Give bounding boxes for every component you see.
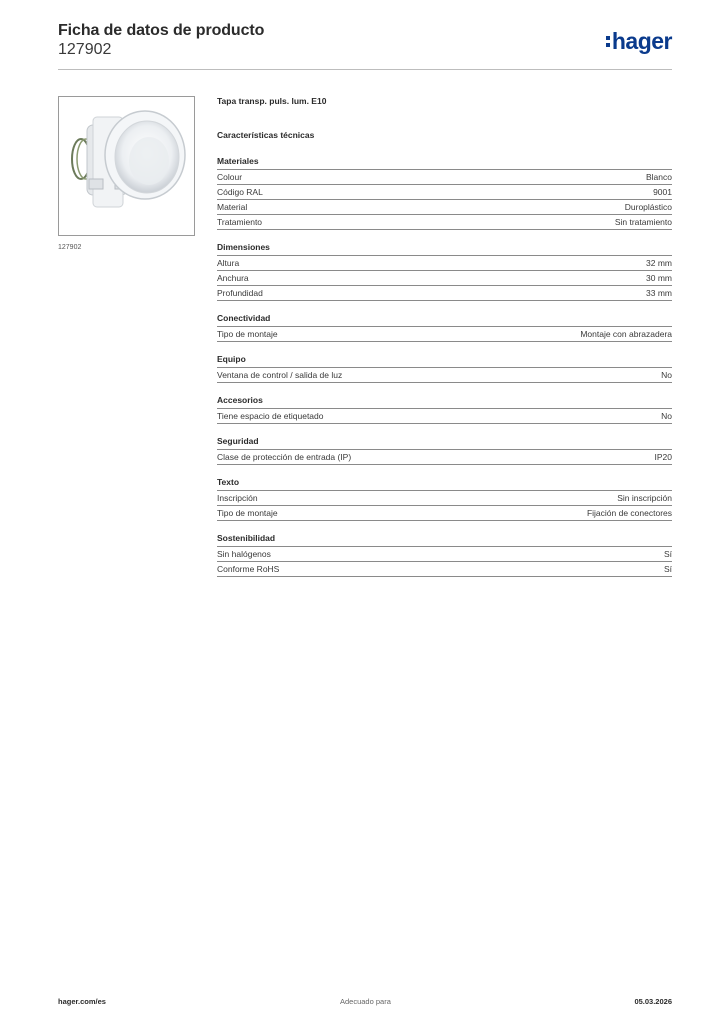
spec-row: [217, 200, 672, 215]
logo-dots-icon: [606, 36, 610, 47]
logo-text: hager: [611, 28, 672, 54]
technical-characteristics-heading: Características técnicas: [217, 130, 315, 140]
spec-value: Sin tratamiento: [614, 217, 672, 227]
document-title: Ficha de datos de producto: [58, 22, 265, 39]
spec-row: [217, 170, 672, 185]
spec-row: [217, 409, 672, 424]
spec-label: Anchura: [217, 273, 249, 283]
section-title: Texto: [217, 477, 672, 491]
footer-date: 05.03.2026: [634, 997, 672, 1006]
spec-label: Conforme RoHS: [217, 564, 280, 574]
spec-value: No: [661, 411, 672, 421]
product-name: Tapa transp. puls. lum. E10: [217, 96, 327, 106]
spec-label: Tipo de montaje: [217, 508, 278, 518]
section-title: Conectividad: [217, 313, 672, 327]
spec-row: [217, 562, 672, 577]
push-button-cover-image: [59, 97, 194, 235]
section-title: Equipo: [217, 354, 672, 368]
product-image: [58, 96, 195, 236]
spec-label: Código RAL: [217, 187, 263, 197]
spec-row: [217, 368, 672, 383]
spec-row: [217, 271, 672, 286]
product-specs: [217, 96, 672, 577]
spec-row: [217, 327, 672, 342]
spec-value: Sí: [663, 564, 672, 574]
spec-section: [217, 354, 672, 383]
spec-value: Sí: [663, 549, 672, 559]
spec-label: Colour: [217, 172, 243, 182]
product-reference: 127902: [58, 41, 112, 58]
spec-row: [217, 450, 672, 465]
spec-label: Sin halógenos: [217, 549, 271, 559]
section-title: Materiales: [217, 156, 672, 170]
spec-value: 9001: [653, 187, 672, 197]
spec-row: [217, 215, 672, 230]
spec-label: Inscripción: [217, 493, 258, 503]
image-caption: 127902: [58, 244, 82, 251]
spec-section: [217, 436, 672, 465]
spec-value: Sin inscripción: [617, 493, 672, 503]
spec-row: [217, 185, 672, 200]
spec-label: Altura: [217, 258, 240, 268]
spec-label: Tiene espacio de etiquetado: [217, 411, 324, 421]
spec-section: [217, 242, 672, 301]
section-title: Dimensiones: [217, 242, 672, 256]
spec-value: 30 mm: [646, 273, 672, 283]
footer-suitable-for: Adecuado para: [340, 997, 391, 1006]
spec-row: [217, 491, 672, 506]
section-title: Sostenibilidad: [217, 533, 672, 547]
spec-value: IP20: [654, 452, 672, 462]
spec-label: Tipo de montaje: [217, 329, 278, 339]
spec-value: Fijación de conectores: [586, 508, 672, 518]
spec-label: Clase de protección de entrada (IP): [217, 452, 352, 462]
spec-label: Ventana de control / salida de luz: [217, 370, 343, 380]
page-footer: [58, 997, 672, 1011]
spec-row: [217, 547, 672, 562]
spec-row: [217, 286, 672, 301]
page-header: [58, 22, 672, 70]
spec-value: 32 mm: [646, 258, 672, 268]
spec-label: Tratamiento: [217, 217, 263, 227]
spec-section: [217, 395, 672, 424]
section-title: Accesorios: [217, 395, 672, 409]
spec-section: [217, 313, 672, 342]
spec-section: [217, 477, 672, 521]
section-title: Seguridad: [217, 436, 672, 450]
spec-label: Profundidad: [217, 288, 263, 298]
spec-value: Duroplástico: [624, 202, 672, 212]
spec-row: [217, 256, 672, 271]
spec-sections: [217, 156, 672, 577]
spec-label: Material: [217, 202, 248, 212]
spec-section: [217, 156, 672, 230]
spec-row: [217, 506, 672, 521]
spec-value: Montaje con abrazadera: [580, 329, 672, 339]
spec-section: [217, 533, 672, 577]
spec-value: No: [661, 370, 672, 380]
spec-value: Blanco: [646, 172, 672, 182]
spec-value: 33 mm: [646, 288, 672, 298]
footer-website: hager.com/es: [58, 997, 106, 1006]
hager-logo: [606, 28, 672, 55]
